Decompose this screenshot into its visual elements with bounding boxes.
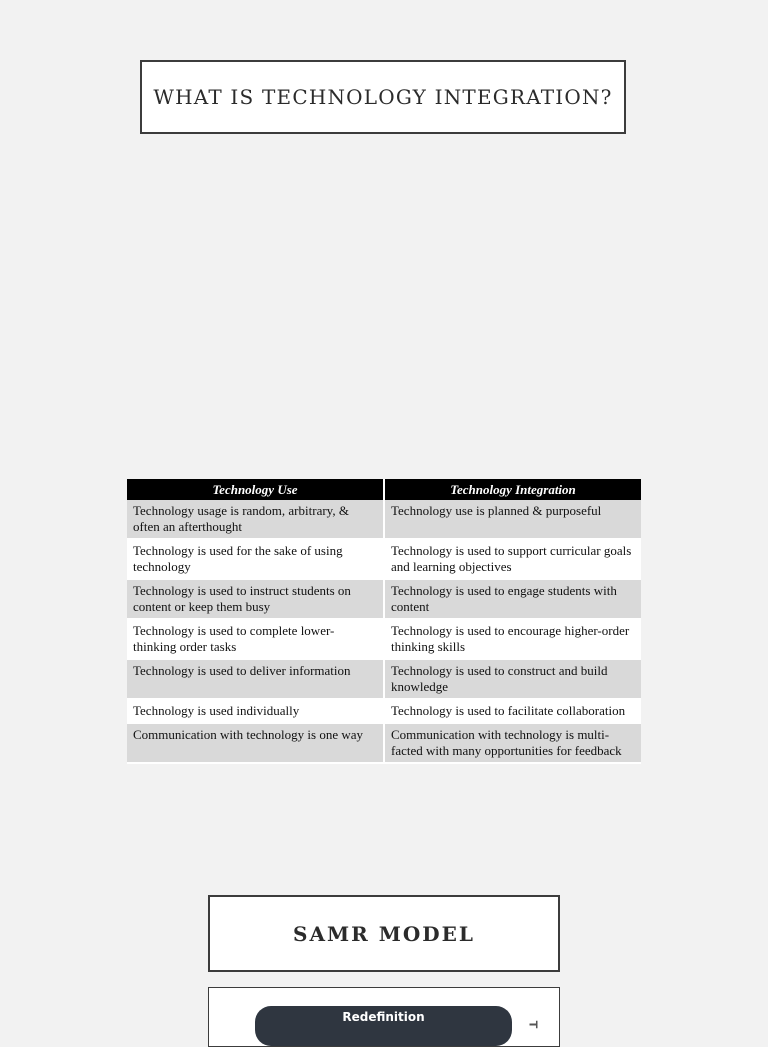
table-cell: Communication with technology is one way bbox=[127, 723, 384, 763]
samr-diagram bbox=[208, 987, 560, 1047]
table-cell: Technology is used to encourage higher-order thinking skills bbox=[384, 619, 641, 659]
page-title: WHAT IS TECHNOLOGY INTEGRATION? bbox=[153, 85, 613, 109]
table-cell: Technology is used for the sake of using technology bbox=[127, 539, 384, 579]
table-row bbox=[127, 500, 641, 539]
samr-title: SAMR MODEL bbox=[293, 921, 475, 946]
table-cell: Communication with technology is multi-facted with many opportunities for feedback bbox=[384, 723, 641, 763]
table-row bbox=[127, 723, 641, 763]
table-row bbox=[127, 659, 641, 699]
samr-title-box bbox=[208, 895, 560, 972]
table-cell: Technology is used to construct and build knowledge bbox=[384, 659, 641, 699]
comparison-table bbox=[127, 479, 641, 764]
table-cell: Technology is used to support curricular goals and learning objectives bbox=[384, 539, 641, 579]
redefinition-label: Redefinition bbox=[342, 1010, 425, 1024]
column-header-technology-integration: Technology Integration bbox=[384, 479, 641, 500]
table-cell: Technology is used individually bbox=[127, 699, 384, 723]
title-box bbox=[140, 60, 626, 134]
table-header-row bbox=[127, 479, 641, 500]
table-cell: Technology is used to instruct students on content or keep them busy bbox=[127, 579, 384, 619]
side-mark: T bbox=[526, 1020, 540, 1029]
redefinition-pill bbox=[255, 1006, 512, 1046]
table-cell: Technology is used to deliver information bbox=[127, 659, 384, 699]
table-cell: Technology use is planned & purposeful bbox=[384, 500, 641, 539]
table-row bbox=[127, 579, 641, 619]
table-cell: Technology is used to engage students with content bbox=[384, 579, 641, 619]
table-cell: Technology is used to complete lower-thinking order tasks bbox=[127, 619, 384, 659]
column-header-technology-use: Technology Use bbox=[127, 479, 384, 500]
table-row bbox=[127, 539, 641, 579]
table-cell: Technology is used to facilitate collaboration bbox=[384, 699, 641, 723]
table-row bbox=[127, 619, 641, 659]
table-row bbox=[127, 699, 641, 723]
table-cell: Technology usage is random, arbitrary, & often an afterthought bbox=[127, 500, 384, 539]
